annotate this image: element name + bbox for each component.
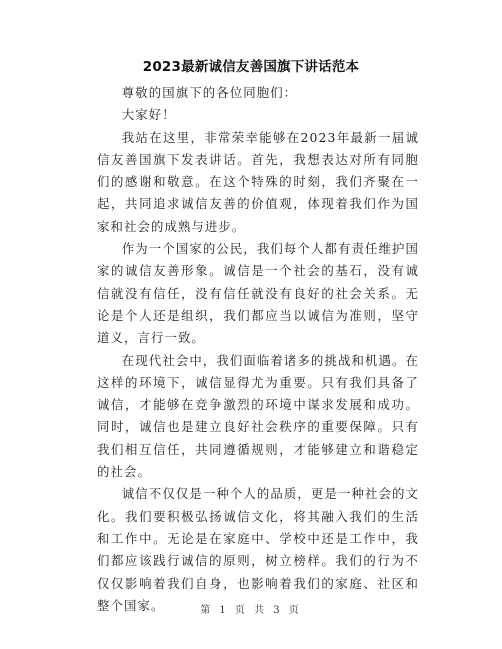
body-paragraph: 在现代社会中，我们面临着诸多的挑战和机遇。在这样的环境下，诚信显得尤为重要。只有我们具备了诚信，才能够在竞争激烈的环境中谋求发展和成功。同时，诚信也是建立良好社会秩序的重要保障。只有我们相互信任，共同遵循规则，才能够建立和谐稳定的社会。 — [97, 352, 419, 480]
greeting-paragraph: 大家好！ — [121, 107, 176, 123]
body-paragraph: 我站在这里，非常荣幸能够在2023年最新一届诚信友善国旗下发表讲话。首先，我想表达对所有同胞们的感谢和敬意。在这个特殊的时刻，我们齐聚在一起，共同追求诚信友善的价值观，体现着我们作为国家和社会的成熟与进步。 — [97, 129, 419, 234]
body-paragraph: 诚信不仅仅是一种个人的品质，更是一种社会的文化。我们要积极弘扬诚信文化，将其融入我们的生活和工作中。无论是在家庭中、学校中还是工作中，我们都应该践行诚信的原则，树立榜样。我们的行为不仅仅影响着我们自身，也影响着我们的家庭、社区和整个国家。 — [97, 486, 419, 613]
page-number-footer: 第 1 页 共 3 页 — [200, 605, 302, 616]
document-title: 2023最新诚信友善国旗下讲话范本 — [142, 59, 360, 75]
salutation-paragraph: 尊敬的国旗下的各位同胞们： — [121, 85, 298, 100]
document-body — [97, 82, 419, 617]
body-paragraph: 作为一个国家的公民，我们每个人都有责任维护国家的诚信友善形象。诚信是一个社会的基石，没有诚信就没有信任，没有信任就没有良好的社会关系。无论是个人还是组织，我们都应当以诚信为准则，坚守道义，言行一致。 — [97, 241, 419, 346]
